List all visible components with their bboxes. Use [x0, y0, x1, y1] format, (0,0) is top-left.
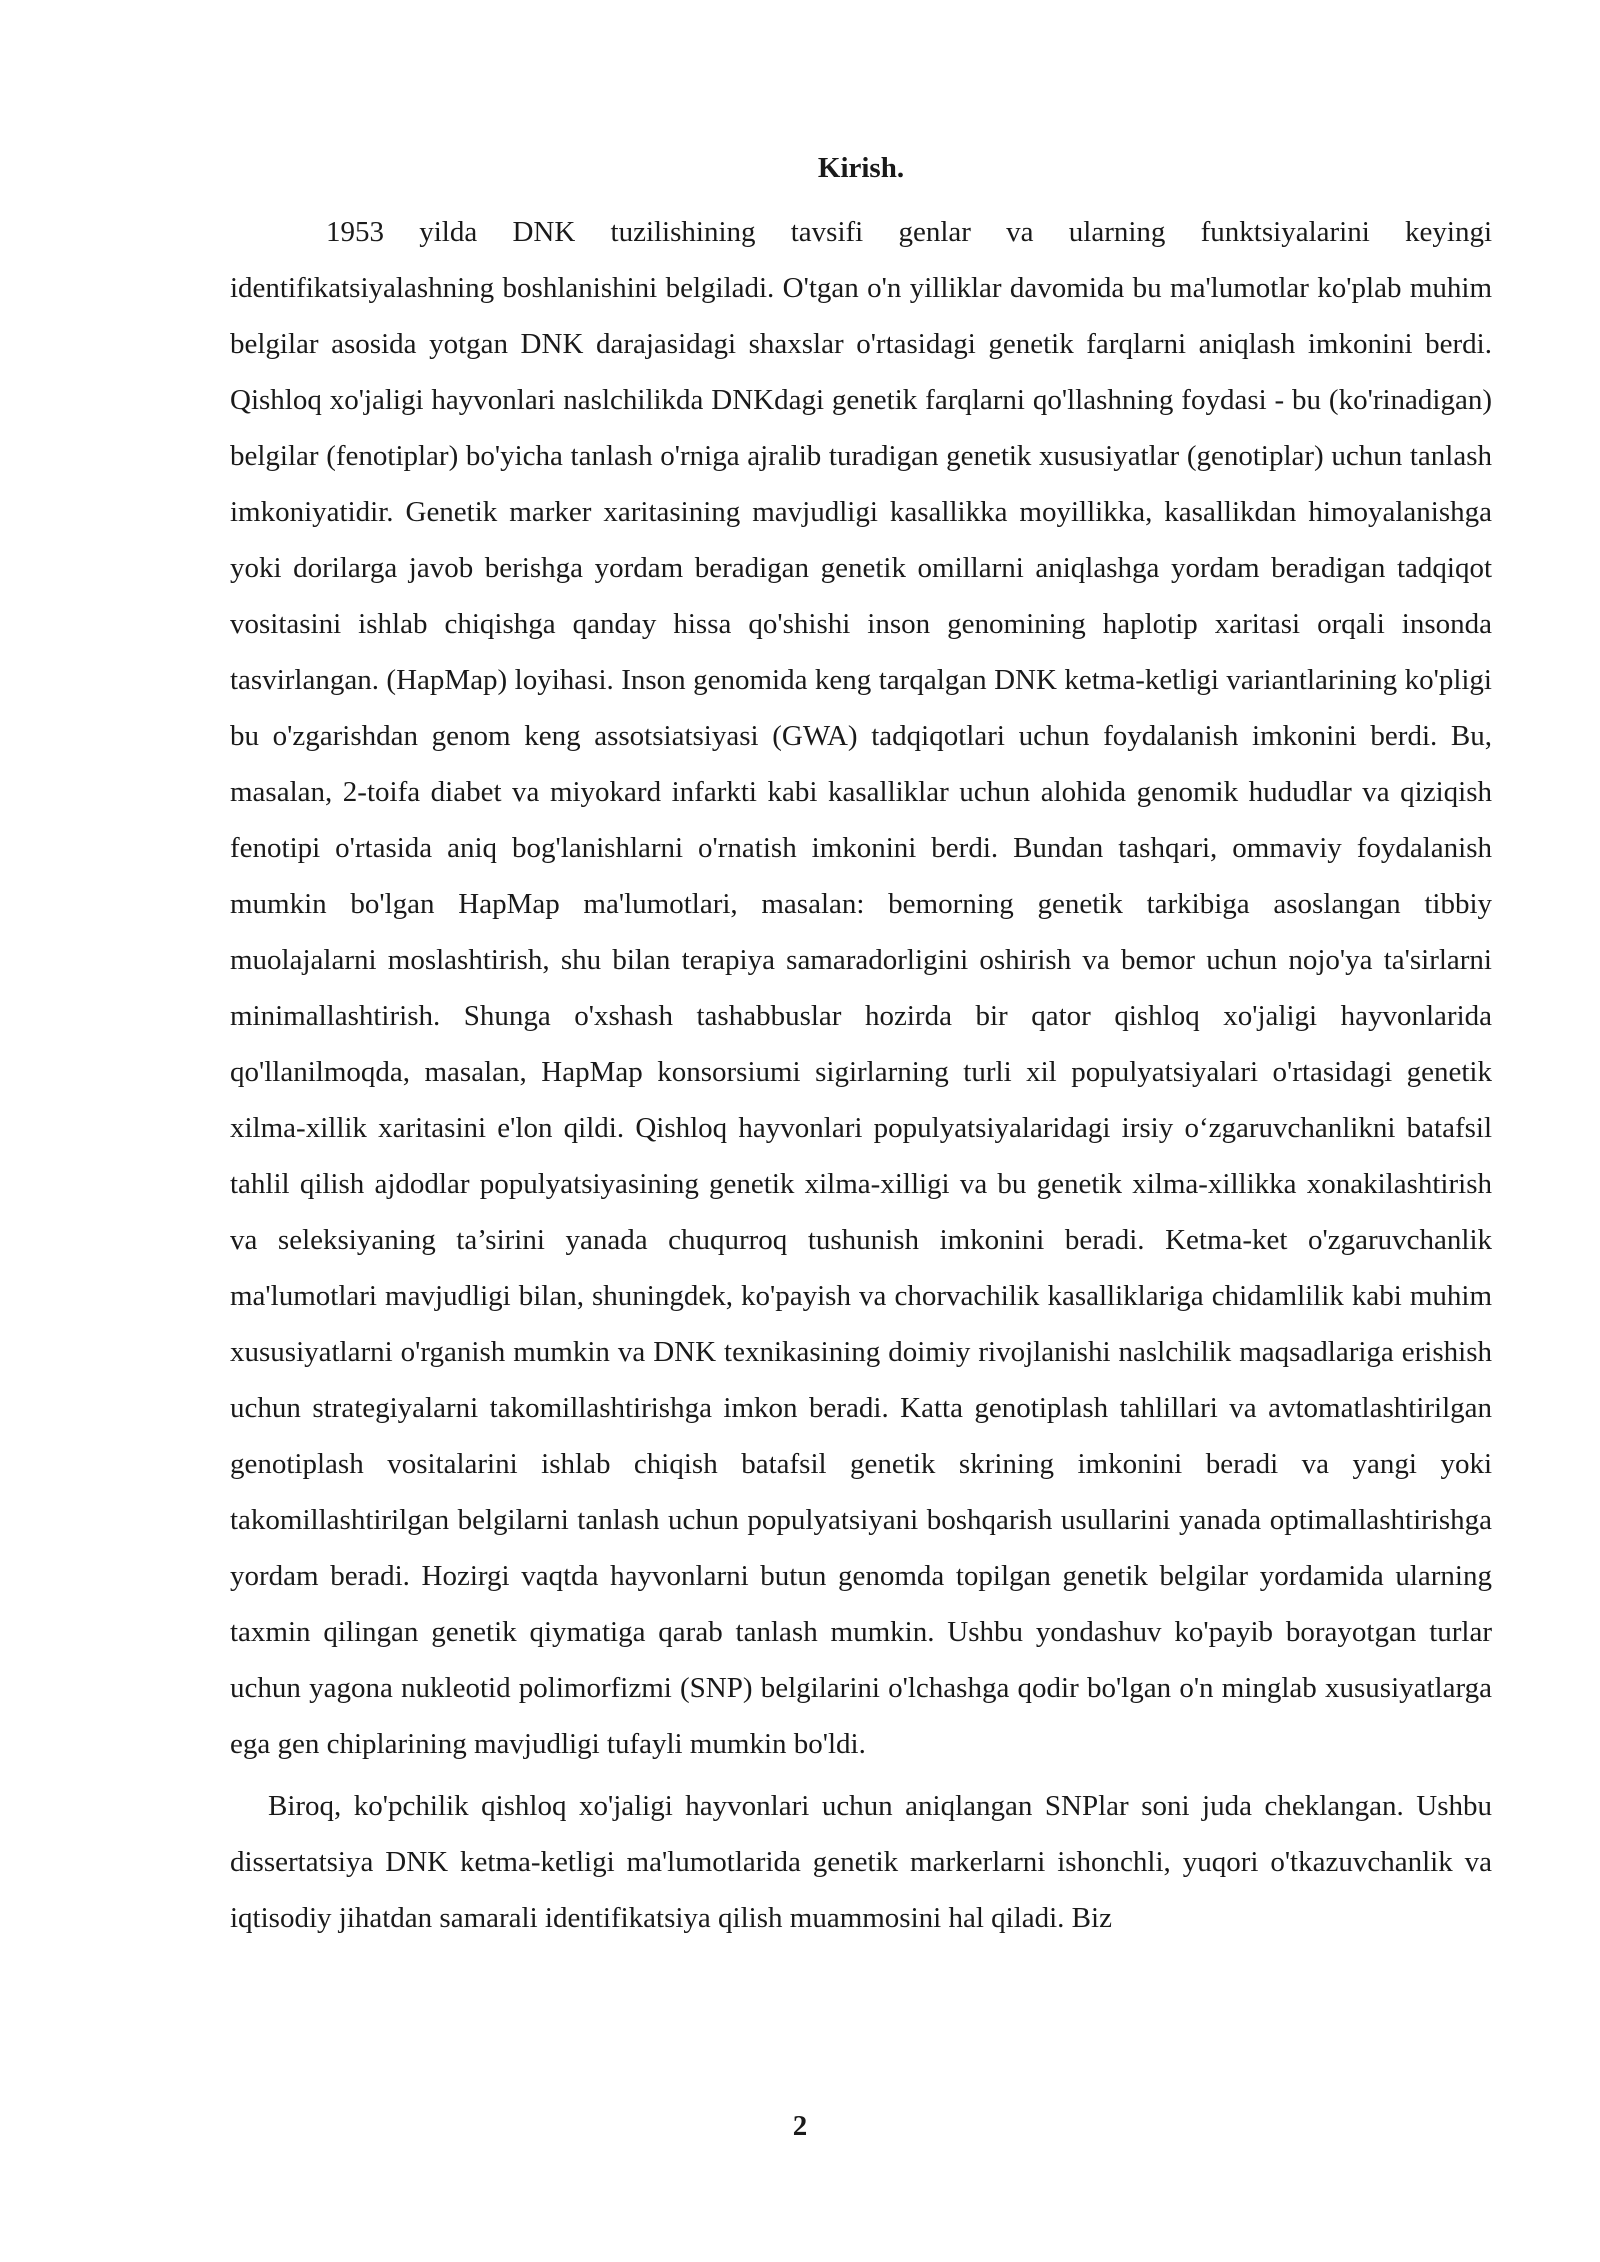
body-paragraph-2: Biroq, ko'pchilik qishloq xo'jaligi hayvonlari uchun aniqlangan SNPlar soni juda cheklangan. Ushbu dissertatsiya DNK ketma-ketligi ma'lumotlarida genetik markerlarni ishonchli, yuqori o'tkazuvchanlik va iqtisodiy jihatdan samarali identifikatsiya qilish muammosini hal qiladi. Biz	[230, 1790, 1492, 1934]
document-page	[230, 148, 1492, 1946]
body-paragraph-1: 1953 yilda DNK tuzilishining tavsifi genlar va ularning funktsiyalarini keyingi identifikatsiyalashning boshlanishini belgiladi. O'tgan o'n yilliklar davomida bu ma'lumotlar ko'plab muhim belgilar asosida yotgan DNK darajasidagi shaxslar o'rtasidagi genetik farqlarni aniqlash imkonini berdi. Qishloq xo'jaligi hayvonlari naslchilikda DNKdagi genetik farqlarni qo'llashning foydasi - bu (ko'rinadigan) belgilar (fenotiplar) bo'yicha tanlash o'rniga ajralib turadigan genetik xususiyatlar (genotiplar) uchun tanlash imkoniyatidir. Genetik marker xaritasining mavjudligi kasallikka moyillikka, kasallikdan himoyalanishga yoki dorilarga javob berishga yordam beradigan genetik omillarni aniqlashga yordam beradigan tadqiqot vositasini ishlab chiqishga qanday hissa qo'shishi inson genomining haplotip xaritasi orqali insonda tasvirlangan. (HapMap) loyihasi. Inson genomida keng tarqalgan DNK ketma-ketligi variantlarining ko'pligi bu o'zgarishdan genom keng assotsiatsiyasi (GWA) tadqiqotlari uchun foydalanish imkonini berdi. Bu, masalan, 2-toifa diabet va miyokard infarkti kabi kasalliklar uchun alohida genomik hududlar va qiziqish fenotipi o'rtasida aniq bog'lanishlarni o'rnatish imkonini berdi. Bundan tashqari, ommaviy foydalanish mumkin bo'lgan HapMap ma'lumotlari, masalan: bemorning genetik tarkibiga asoslangan tibbiy muolajalarni moslashtirish, shu bilan terapiya samaradorligini oshirish va bemor uchun nojo'ya ta'sirlarni minimallashtirish. Shunga o'xshash tashabbuslar hozirda bir qator qishloq xo'jaligi hayvonlarida qo'llanilmoqda, masalan, HapMap konsorsiumi sigirlarning turli xil populyatsiyalari o'rtasidagi genetik xilma-xillik xaritasini e'lon qildi. Qishloq hayvonlari populyatsiyalaridagi irsiy o‘zgaruvchanlikni batafsil tahlil qilish ajdodlar populyatsiyasining genetik xilma-xilligi va bu genetik xilma-xillikka xonakilashtirish va seleksiyaning ta’sirini yanada chuqurroq tushunish imkonini beradi. Ketma-ket o'zgaruvchanlik ma'lumotlari mavjudligi bilan, shuningdek, ko'payish va chorvachilik kasalliklariga chidamlilik kabi muhim xususiyatlarni o'rganish mumkin va DNK texnikasining doimiy rivojlanishi naslchilik maqsadlariga erishish uchun strategiyalarni takomillashtirishga imkon beradi. Katta genotiplash tahlillari va avtomatlashtirilgan genotiplash vositalarini ishlab chiqish batafsil genetik skrining imkonini beradi va yangi yoki takomillashtirilgan belgilarni tanlash uchun populyatsiyani boshqarish usullarini yanada optimallashtirishga yordam beradi. Hozirgi vaqtda hayvonlarni butun genomda topilgan genetik belgilar yordamida ularning taxmin qilingan genetik qiymatiga qarab tanlash mumkin. Ushbu yondashuv ko'payib borayotgan turlar uchun yagona nukleotid polimorfizmi (SNP) belgilarini o'lchashga qodir bo'lgan o'n minglab xususiyatlarga ega gen chiplarining mavjudligi tufayli mumkin bo'ldi.	[230, 216, 1492, 1760]
page-number: 2	[792, 2110, 808, 2142]
section-title: Kirish.	[817, 152, 905, 184]
